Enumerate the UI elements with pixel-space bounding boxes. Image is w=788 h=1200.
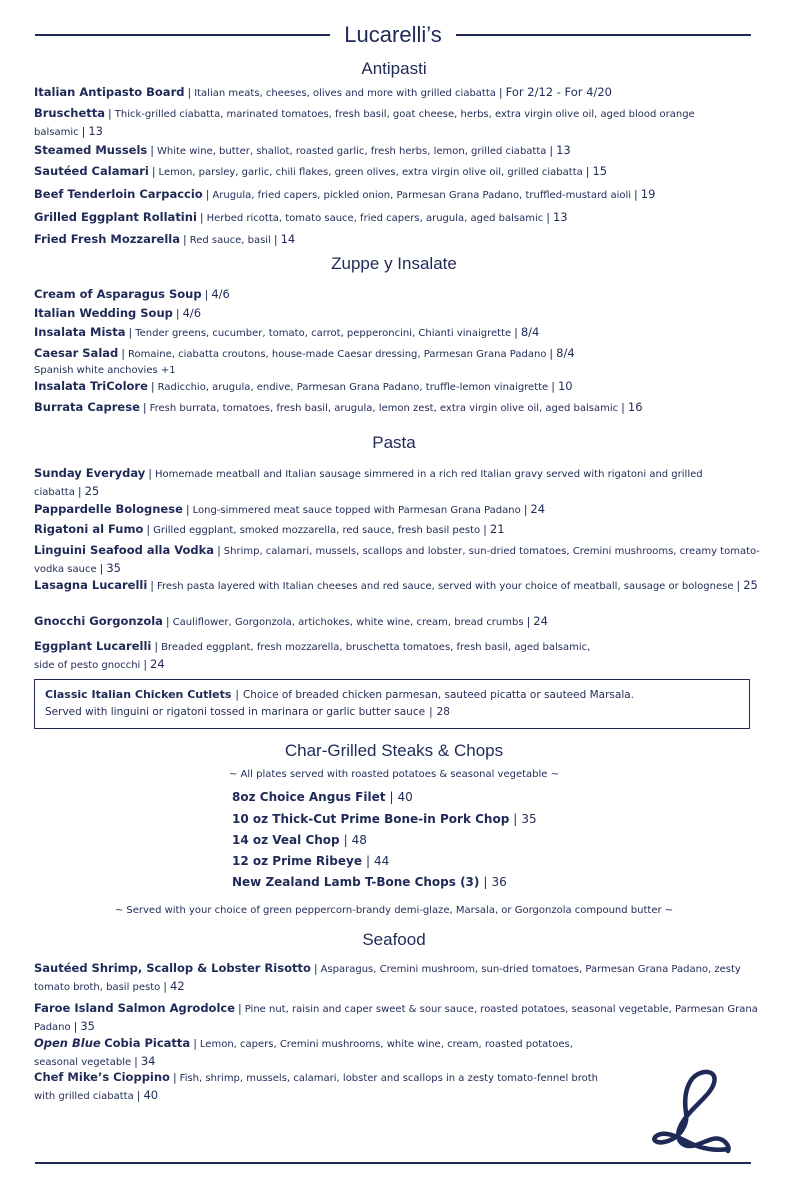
steak-item: 8oz Choice Angus Filet | 40 xyxy=(232,790,413,804)
item-desc: Fish, shrimp, mussels, calamari, lobster and scallops in a zesty tomato-fennel broth xyxy=(179,1073,599,1084)
item-price: 24 xyxy=(150,657,165,671)
item-name: Italian Antipasto Board xyxy=(34,85,185,99)
item-name: Rigatoni al Fumo xyxy=(34,522,144,536)
steak-item: 14 oz Veal Chop | 48 xyxy=(232,833,367,847)
item-name: Caesar Salad xyxy=(34,346,119,360)
item-price: 15 xyxy=(592,164,608,178)
section-title-zuppe: Zuppe y Insalate xyxy=(331,254,457,273)
footer-rule xyxy=(35,1162,751,1164)
item-price: 48 xyxy=(351,833,367,847)
item-price: 35 xyxy=(106,561,121,575)
item-name: 12 oz Prime Ribeye xyxy=(232,854,362,868)
menu-header xyxy=(35,20,751,50)
item-price: 24 xyxy=(530,502,546,516)
feature-name: Classic Italian Chicken Cutlets xyxy=(45,688,232,701)
item-price: 8/4 xyxy=(520,325,540,339)
item-desc: Homemade meatball and Italian sausage simmered in a rich red Italian gravy served with rigatoni and grilled ciabatta xyxy=(34,469,703,498)
item-name: Steamed Mussels xyxy=(34,143,148,157)
section-title-seafood: Seafood xyxy=(362,930,426,949)
menu-item: Chef Mike’s Cioppino | Fish, shrimp, mussels, calamari, lobster and scallops in a zesty tomato-fennel broth with grilled ciabatta | 40 xyxy=(34,1070,599,1102)
item-desc: White wine, butter, shallot, roasted garlic, fresh herbs, lemon, grilled ciabatta xyxy=(156,146,547,157)
menu-item: Beef Tenderloin Carpaccio | Arugula, fried capers, pickled onion, Parmesan Grana Padano, truffled-mustard aioli | 19 xyxy=(34,187,656,201)
steaks-note-bottom: ~ Served with your choice of green peppercorn-brandy demi-glaze, Marsala, or Gorgonzola compound butter ~ xyxy=(114,905,674,916)
item-price: 36 xyxy=(491,875,507,889)
item-name: Grilled Eggplant Rollatini xyxy=(34,210,197,224)
item-price: 13 xyxy=(552,210,568,224)
item-price: 44 xyxy=(374,854,390,868)
item-desc-line2: side of pesto gnocchi xyxy=(34,660,141,671)
menu-item: Italian Antipasto Board | Italian meats, cheeses, olives and more with grilled ciabatta | For 2/12 - For 4/20 xyxy=(34,85,612,99)
item-name: Eggplant Lucarelli xyxy=(34,639,152,653)
item-desc: Tender greens, cucumber, tomato, carrot, pepperoncini, Chianti vinaigrette xyxy=(135,328,512,339)
feature-desc-line2: Served with linguini or rigatoni tossed in marinara or garlic butter sauce xyxy=(45,706,426,718)
steaks-note-top: ~ All plates served with roasted potatoes & seasonal vegetable ~ xyxy=(228,769,560,780)
item-desc: Long-simmered meat sauce topped with Parmesan Grana Padano xyxy=(192,505,521,516)
item-price: 21 xyxy=(489,522,505,536)
menu-item: Sautéed Shrimp, Scallop & Lobster Risotto | Asparagus, Cremini mushroom, sun-dried tomatoes, Parmesan Grana Padano, zesty tomato broth, basil pesto | 42 xyxy=(34,961,741,993)
menu-item: Sautéed Calamari | Lemon, parsley, garlic, chili flakes, green olives, extra virgin olive oil, grilled ciabatta | 15 xyxy=(34,164,608,178)
item-extra: Spanish white anchovies +1 xyxy=(34,365,176,376)
item-name: Insalata TriColore xyxy=(34,379,148,393)
item-name: Pappardelle Bolognese xyxy=(34,502,183,516)
steak-item: 12 oz Prime Ribeye | 44 xyxy=(232,854,390,868)
item-desc: Grilled eggplant, smoked mozzarella, red sauce, fresh basil pesto xyxy=(153,525,481,536)
item-desc: Asparagus, Cremini mushroom, sun-dried tomatoes, Parmesan Grana Padano, zesty tomato broth, basil pesto xyxy=(34,964,741,993)
item-name: Insalata Mista xyxy=(34,325,126,339)
menu-item: Rigatoni al Fumo | Grilled eggplant, smoked mozzarella, red sauce, fresh basil pesto | 21 xyxy=(34,522,505,536)
menu-item: Lasagna Lucarelli | Fresh pasta layered with Italian cheeses and red sauce, served with your choice of meatball, sausage or bolognese | 25 xyxy=(34,578,758,592)
item-price: 24 xyxy=(533,614,548,628)
item-desc: Italian meats, cheeses, olives and more with grilled ciabatta xyxy=(194,88,496,99)
item-price: 35 xyxy=(521,812,537,826)
item-name: 10 oz Thick-Cut Prime Bone-in Pork Chop xyxy=(232,812,510,826)
item-price: 8/4 xyxy=(556,346,575,360)
item-desc: Lemon, parsley, garlic, chili flakes, green olives, extra virgin olive oil, grilled ciabatta xyxy=(158,167,583,178)
script-L-logo-icon xyxy=(640,1065,740,1155)
item-price: 13 xyxy=(556,143,571,157)
item-desc: Breaded eggplant, fresh mozzarella, bruschetta tomatoes, fresh basil, aged balsamic, xyxy=(161,642,591,653)
item-desc: Fresh pasta layered with Italian cheeses and red sauce, served with your choice of meatball, sausage or bolognese xyxy=(156,581,734,592)
steak-item: 10 oz Thick-Cut Prime Bone-in Pork Chop | 35 xyxy=(232,812,537,826)
menu-item: Bruschetta | Thick-grilled ciabatta, marinated tomatoes, fresh basil, goat cheese, herbs, extra virgin olive oil, aged blood orange balsamic | 13 xyxy=(34,106,695,138)
item-desc-line2: seasonal vegetable xyxy=(34,1057,132,1068)
menu-item: Eggplant Lucarelli | Breaded eggplant, fresh mozzarella, bruschetta tomatoes, fresh basil, aged balsamic, side of pesto gnocchi | 24 xyxy=(34,639,591,671)
section-title-pasta: Pasta xyxy=(372,433,416,452)
item-name: Bruschetta xyxy=(34,106,106,120)
item-desc: Fresh burrata, tomatoes, fresh basil, arugula, lemon zest, extra virgin olive oil, aged balsamic xyxy=(149,403,619,414)
menu-item: Caesar Salad | Romaine, ciabatta croutons, house-made Caesar dressing, Parmesan Grana Padano | 8/4 Spanish white anchovies +1 xyxy=(34,345,760,379)
item-desc: Arugula, fried capers, pickled onion, Parmesan Grana Padano, truffled-mustard aioli xyxy=(212,190,632,201)
section-title-antipasti: Antipasti xyxy=(361,59,427,78)
feature-desc: Choice of breaded chicken parmesan, sauteed picatta or sauteed Marsala. xyxy=(242,689,635,701)
menu-item: Cream of Asparagus Soup | 4/6 xyxy=(34,287,230,301)
item-name: Sunday Everyday xyxy=(34,466,146,480)
item-name: Chef Mike’s Cioppino xyxy=(34,1070,170,1084)
header-rule-left xyxy=(35,34,330,36)
feature-price: 28 xyxy=(436,706,450,718)
item-name: Sautéed Calamari xyxy=(34,164,149,178)
steak-item: New Zealand Lamb T-Bone Chops (3) | 36 xyxy=(232,875,507,889)
item-name: New Zealand Lamb T-Bone Chops (3) xyxy=(232,875,480,889)
item-desc: Pine nut, raisin and caper sweet & sour sauce, roasted potatoes, seasonal vegetable, Parmesan Grana Padano xyxy=(34,1004,758,1033)
menu-item: Faroe Island Salmon Agrodolce | Pine nut, raisin and caper sweet & sour sauce, roasted potatoes, seasonal vegetable, Parmesan Grana Padano | 35 xyxy=(34,1001,758,1033)
item-name: Lasagna Lucarelli xyxy=(34,578,148,592)
item-desc: Red sauce, basil xyxy=(189,235,271,246)
item-price: 34 xyxy=(140,1054,156,1068)
header-rule-right xyxy=(456,34,751,36)
item-price: 42 xyxy=(170,979,185,993)
item-price: 35 xyxy=(80,1019,95,1033)
item-desc: Herbed ricotta, tomato sauce, fried capers, arugula, aged balsamic xyxy=(206,213,544,224)
item-price: 40 xyxy=(397,790,413,804)
item-desc: Thick-grilled ciabatta, marinated tomatoes, fresh basil, goat cheese, herbs, extra virgin olive oil, aged blood orange balsamic xyxy=(34,109,695,138)
item-price: 16 xyxy=(627,400,643,414)
menu-item: Sunday Everyday | Homemade meatball and Italian sausage simmered in a rich red Italian gravy served with rigatoni and grilled ciabatta | 25 xyxy=(34,466,703,498)
item-desc: Romaine, ciabatta croutons, house-made Caesar dressing, Parmesan Grana Padano xyxy=(127,349,547,360)
item-name: Burrata Caprese xyxy=(34,400,140,414)
item-desc: Lemon, capers, Cremini mushrooms, white wine, cream, roasted potatoes, xyxy=(199,1039,573,1050)
menu-item: Pappardelle Bolognese | Long-simmered meat sauce topped with Parmesan Grana Padano | 24 xyxy=(34,502,546,516)
menu-item: Insalata Mista | Tender greens, cucumber, tomato, carrot, pepperoncini, Chianti vinaigrette | 8/4 xyxy=(34,325,540,339)
item-price: 4/6 xyxy=(182,306,202,320)
item-name-italic: Open Blue xyxy=(34,1036,101,1050)
menu-item: Italian Wedding Soup | 4/6 xyxy=(34,306,202,320)
item-desc-line2: with grilled ciabatta xyxy=(34,1091,134,1102)
item-name: 8oz Choice Angus Filet xyxy=(232,790,386,804)
item-desc: Shrimp, calamari, mussels, scallops and lobster, sun-dried tomatoes, Cremini mushrooms, creamy tomato-vodka sauce xyxy=(34,546,760,575)
item-price: For 2/12 - For 4/20 xyxy=(505,85,612,99)
item-name: Beef Tenderloin Carpaccio xyxy=(34,187,203,201)
item-price: 4/6 xyxy=(211,287,230,301)
item-name: Italian Wedding Soup xyxy=(34,306,173,320)
section-title-steaks: Char-Grilled Steaks & Chops xyxy=(284,741,504,760)
item-name: Linguini Seafood alla Vodka xyxy=(34,543,215,557)
menu-item: Insalata TriColore | Radicchio, arugula, endive, Parmesan Grana Padano, truffle-lemon vinaigrette | 10 xyxy=(34,379,573,393)
item-price: 40 xyxy=(143,1088,159,1102)
menu-item: Linguini Seafood alla Vodka | Shrimp, calamari, mussels, scallops and lobster, sun-dried tomatoes, Cremini mushrooms, creamy tomato-vodka sauce | 35 xyxy=(34,543,760,575)
item-name: Faroe Island Salmon Agrodolce xyxy=(34,1001,236,1015)
menu-item: Fried Fresh Mozzarella | Red sauce, basil | 14 xyxy=(34,232,296,246)
item-price: 19 xyxy=(640,187,656,201)
item-price: 10 xyxy=(557,379,573,393)
menu-item: Grilled Eggplant Rollatini | Herbed ricotta, tomato sauce, fried capers, arugula, aged balsamic | 13 xyxy=(34,210,568,224)
item-name: Cream of Asparagus Soup xyxy=(34,287,202,301)
feature-box: Classic Italian Chicken Cutlets | Choice of breaded chicken parmesan, sauteed picatta or sauteed Marsala. Served with linguini or rigatoni tossed in marinara or garlic butter sauce | 28 xyxy=(34,679,750,729)
item-price: 14 xyxy=(280,232,296,246)
item-price: 25 xyxy=(84,484,100,498)
menu-item: Gnocchi Gorgonzola | Cauliflower, Gorgonzola, artichokes, white wine, cream, bread crumbs | 24 xyxy=(34,614,548,628)
item-price: 25 xyxy=(743,578,758,592)
item-name: Sautéed Shrimp, Scallop & Lobster Risotto xyxy=(34,961,311,975)
restaurant-name: Lucarelli’s xyxy=(344,22,442,47)
item-name: Fried Fresh Mozzarella xyxy=(34,232,181,246)
item-desc: Cauliflower, Gorgonzola, artichokes, white wine, cream, bread crumbs xyxy=(172,617,524,628)
item-price: 13 xyxy=(88,124,103,138)
menu-item: Open Blue Cobia Picatta | Lemon, capers, Cremini mushrooms, white wine, cream, roasted potatoes, seasonal vegetable | 34 xyxy=(34,1036,573,1068)
menu-item: Burrata Caprese | Fresh burrata, tomatoes, fresh basil, arugula, lemon zest, extra virgin olive oil, aged balsamic | 16 xyxy=(34,400,643,414)
item-name: 14 oz Veal Chop xyxy=(232,833,340,847)
item-name: Cobia Picatta xyxy=(104,1036,191,1050)
item-name: Gnocchi Gorgonzola xyxy=(34,614,163,628)
item-desc: Radicchio, arugula, endive, Parmesan Grana Padano, truffle-lemon vinaigrette xyxy=(157,382,549,393)
menu-item: Steamed Mussels | White wine, butter, shallot, roasted garlic, fresh herbs, lemon, grilled ciabatta | 13 xyxy=(34,143,571,157)
